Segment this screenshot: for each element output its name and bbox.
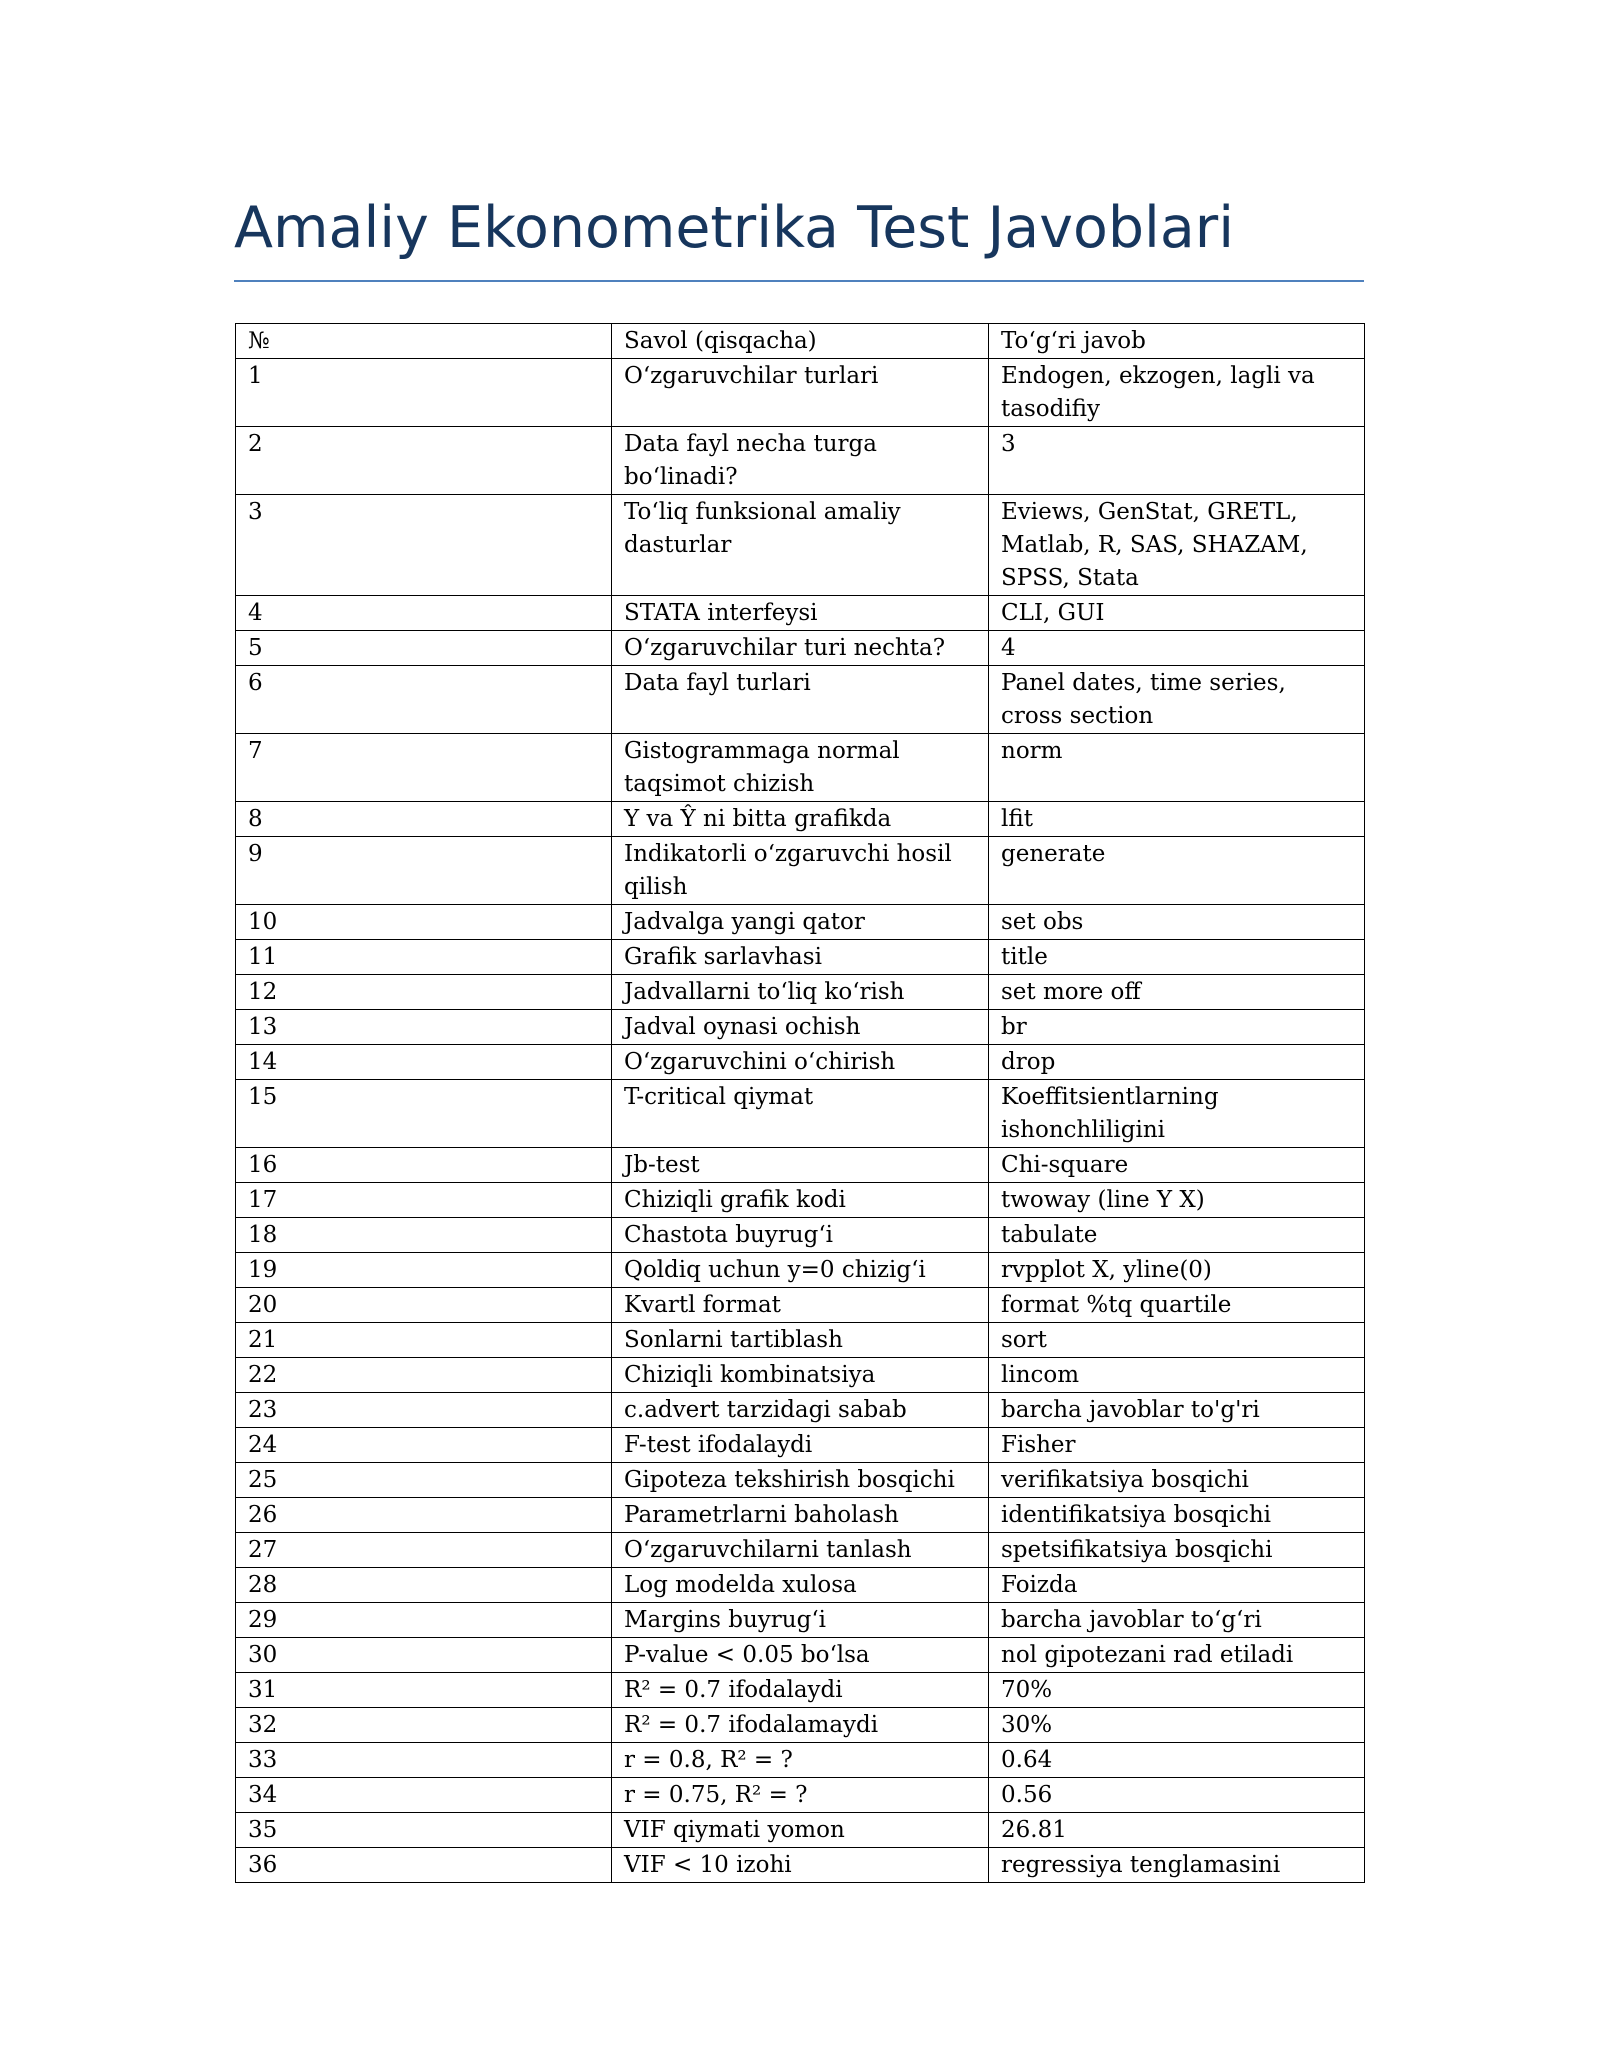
- row-number: 16: [236, 1148, 612, 1183]
- row-number: 8: [236, 802, 612, 837]
- row-question: Chiziqli kombinatsiya: [612, 1358, 989, 1393]
- row-answer: rvpplot X, yline(0): [989, 1253, 1365, 1288]
- row-number: 30: [236, 1638, 612, 1673]
- row-answer: lfit: [989, 802, 1365, 837]
- row-question: Jadvalga yangi qator: [612, 905, 989, 940]
- row-number: 25: [236, 1463, 612, 1498]
- row-answer: barcha javoblar to'g'ri: [989, 1393, 1365, 1428]
- table-row: [236, 359, 1365, 427]
- row-answer: identifikatsiya bosqichi: [989, 1498, 1365, 1533]
- row-question: Jb-test: [612, 1148, 989, 1183]
- row-number: 31: [236, 1673, 612, 1708]
- table-row: [236, 1080, 1365, 1148]
- row-answer: 26.81: [989, 1813, 1365, 1848]
- table-row: [236, 631, 1365, 666]
- row-answer: Eviews, GenStat, GRETL, Matlab, R, SAS, SHAZAM, SPSS, Stata: [989, 495, 1365, 596]
- row-answer: 30%: [989, 1708, 1365, 1743]
- row-question: T-critical qiymat: [612, 1080, 989, 1148]
- row-question: STATA interfeysi: [612, 596, 989, 631]
- row-question: Gistogrammaga normal taqsimot chizish: [612, 734, 989, 802]
- row-number: 13: [236, 1010, 612, 1045]
- header-question: Savol (qisqacha): [612, 324, 989, 359]
- row-number: 1: [236, 359, 612, 427]
- table-row: [236, 940, 1365, 975]
- table-row: [236, 427, 1365, 495]
- title-underline: [234, 280, 1364, 282]
- table-row: [236, 837, 1365, 905]
- row-number: 7: [236, 734, 612, 802]
- table-row: [236, 1848, 1365, 1883]
- row-question: VIF qiymati yomon: [612, 1813, 989, 1848]
- table-row: [236, 666, 1365, 734]
- row-question: Margins buyrug‘i: [612, 1603, 989, 1638]
- row-answer: twoway (line Y X): [989, 1183, 1365, 1218]
- row-answer: verifikatsiya bosqichi: [989, 1463, 1365, 1498]
- row-question: O‘zgaruvchini o‘chirish: [612, 1045, 989, 1080]
- row-question: Data fayl turlari: [612, 666, 989, 734]
- table-header-row: [236, 324, 1365, 359]
- table-row: [236, 1183, 1365, 1218]
- row-question: Kvartl format: [612, 1288, 989, 1323]
- row-answer: regressiya tenglamasini: [989, 1848, 1365, 1883]
- row-answer: tabulate: [989, 1218, 1365, 1253]
- table-row: [236, 1813, 1365, 1848]
- row-number: 19: [236, 1253, 612, 1288]
- row-answer: Panel dates, time series, cross section: [989, 666, 1365, 734]
- row-number: 20: [236, 1288, 612, 1323]
- table-row: [236, 1533, 1365, 1568]
- table-row: [236, 1010, 1365, 1045]
- row-question: Gipoteza tekshirish bosqichi: [612, 1463, 989, 1498]
- table-row: [236, 1568, 1365, 1603]
- row-number: 33: [236, 1743, 612, 1778]
- table-row: [236, 1288, 1365, 1323]
- row-answer: norm: [989, 734, 1365, 802]
- table-row: [236, 1743, 1365, 1778]
- row-number: 23: [236, 1393, 612, 1428]
- row-answer: 3: [989, 427, 1365, 495]
- row-question: O‘zgaruvchilarni tanlash: [612, 1533, 989, 1568]
- row-answer: spetsifikatsiya bosqichi: [989, 1533, 1365, 1568]
- answers-table-body: [236, 324, 1365, 1883]
- row-question: P-value < 0.05 bo‘lsa: [612, 1638, 989, 1673]
- row-answer: title: [989, 940, 1365, 975]
- row-answer: 0.56: [989, 1778, 1365, 1813]
- table-row: [236, 495, 1365, 596]
- row-number: 11: [236, 940, 612, 975]
- row-question: Log modelda xulosa: [612, 1568, 989, 1603]
- table-row: [236, 905, 1365, 940]
- row-question: Indikatorli o‘zgaruvchi hosil qilish: [612, 837, 989, 905]
- row-number: 27: [236, 1533, 612, 1568]
- header-number: №: [236, 324, 612, 359]
- row-question: Data fayl necha turga bo‘linadi?: [612, 427, 989, 495]
- row-number: 32: [236, 1708, 612, 1743]
- row-number: 26: [236, 1498, 612, 1533]
- table-row: [236, 975, 1365, 1010]
- table-row: [236, 1323, 1365, 1358]
- table-row: [236, 1253, 1365, 1288]
- row-number: 21: [236, 1323, 612, 1358]
- row-question: F-test ifodalaydi: [612, 1428, 989, 1463]
- row-answer: nol gipotezani rad etiladi: [989, 1638, 1365, 1673]
- row-question: Sonlarni tartiblash: [612, 1323, 989, 1358]
- row-question: Parametrlarni baholash: [612, 1498, 989, 1533]
- table-row: [236, 1218, 1365, 1253]
- row-number: 34: [236, 1778, 612, 1813]
- table-row: [236, 596, 1365, 631]
- row-question: Qoldiq uchun y=0 chizig‘i: [612, 1253, 989, 1288]
- row-number: 24: [236, 1428, 612, 1463]
- row-number: 2: [236, 427, 612, 495]
- row-answer: barcha javoblar to‘g‘ri: [989, 1603, 1365, 1638]
- row-question: Y va Ŷ ni bitta grafikda: [612, 802, 989, 837]
- answers-table: [235, 323, 1365, 1883]
- row-answer: 70%: [989, 1673, 1365, 1708]
- row-answer: 4: [989, 631, 1365, 666]
- table-row: [236, 1463, 1365, 1498]
- table-row: [236, 1638, 1365, 1673]
- row-number: 18: [236, 1218, 612, 1253]
- row-question: O‘zgaruvchilar turlari: [612, 359, 989, 427]
- row-number: 28: [236, 1568, 612, 1603]
- row-question: r = 0.75, R² = ?: [612, 1778, 989, 1813]
- table-row: [236, 1673, 1365, 1708]
- table-row: [236, 734, 1365, 802]
- row-answer: lincom: [989, 1358, 1365, 1393]
- row-number: 5: [236, 631, 612, 666]
- row-answer: CLI, GUI: [989, 596, 1365, 631]
- table-row: [236, 1778, 1365, 1813]
- row-question: Chastota buyrug‘i: [612, 1218, 989, 1253]
- table-row: [236, 1358, 1365, 1393]
- row-number: 4: [236, 596, 612, 631]
- row-number: 15: [236, 1080, 612, 1148]
- row-question: Grafik sarlavhasi: [612, 940, 989, 975]
- row-question: O‘zgaruvchilar turi nechta?: [612, 631, 989, 666]
- row-number: 29: [236, 1603, 612, 1638]
- row-answer: generate: [989, 837, 1365, 905]
- row-number: 36: [236, 1848, 612, 1883]
- row-question: r = 0.8, R² = ?: [612, 1743, 989, 1778]
- row-question: Jadval oynasi ochish: [612, 1010, 989, 1045]
- row-answer: Koeffitsientlarning ishonchliligini: [989, 1080, 1365, 1148]
- row-number: 6: [236, 666, 612, 734]
- row-answer: set obs: [989, 905, 1365, 940]
- row-number: 3: [236, 495, 612, 596]
- row-number: 10: [236, 905, 612, 940]
- document-title: Amaliy Ekonometrika Test Javoblari: [234, 195, 1235, 261]
- table-row: [236, 1708, 1365, 1743]
- row-answer: format %tq quartile: [989, 1288, 1365, 1323]
- table-row: [236, 1603, 1365, 1638]
- row-number: 17: [236, 1183, 612, 1218]
- table-row: [236, 1393, 1365, 1428]
- row-number: 14: [236, 1045, 612, 1080]
- row-answer: Foizda: [989, 1568, 1365, 1603]
- header-answer: To‘g‘ri javob: [989, 324, 1365, 359]
- row-number: 9: [236, 837, 612, 905]
- row-question: R² = 0.7 ifodalamaydi: [612, 1708, 989, 1743]
- row-answer: set more off: [989, 975, 1365, 1010]
- row-answer: br: [989, 1010, 1365, 1045]
- row-answer: 0.64: [989, 1743, 1365, 1778]
- table-row: [236, 1148, 1365, 1183]
- row-question: R² = 0.7 ifodalaydi: [612, 1673, 989, 1708]
- table-row: [236, 1498, 1365, 1533]
- row-number: 35: [236, 1813, 612, 1848]
- row-number: 12: [236, 975, 612, 1010]
- row-question: To‘liq funksional amaliy dasturlar: [612, 495, 989, 596]
- row-answer: Endogen, ekzogen, lagli va tasodifiy: [989, 359, 1365, 427]
- row-answer: Chi-square: [989, 1148, 1365, 1183]
- row-answer: sort: [989, 1323, 1365, 1358]
- table-row: [236, 802, 1365, 837]
- row-question: VIF < 10 izohi: [612, 1848, 989, 1883]
- table-row: [236, 1045, 1365, 1080]
- row-number: 22: [236, 1358, 612, 1393]
- row-question: Chiziqli grafik kodi: [612, 1183, 989, 1218]
- row-question: Jadvallarni to‘liq ko‘rish: [612, 975, 989, 1010]
- table-row: [236, 1428, 1365, 1463]
- row-question: c.advert tarzidagi sabab: [612, 1393, 989, 1428]
- row-answer: drop: [989, 1045, 1365, 1080]
- row-answer: Fisher: [989, 1428, 1365, 1463]
